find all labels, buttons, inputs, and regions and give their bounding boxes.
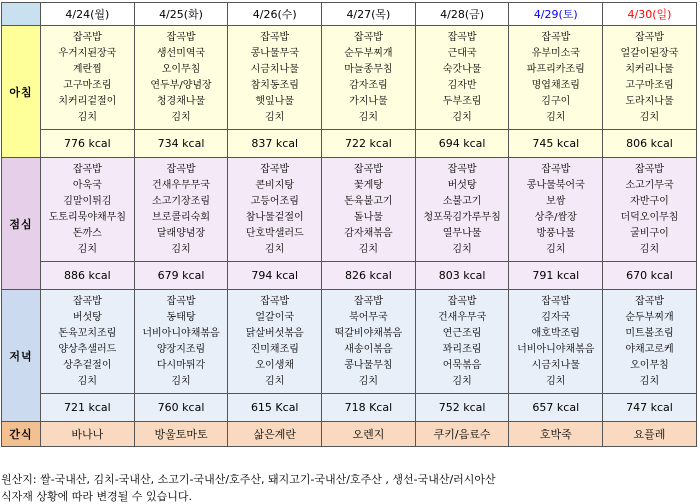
dinner-menu-cell bbox=[322, 290, 416, 394]
breakfast-kcal: 806 kcal bbox=[603, 130, 697, 158]
snack-cell: 호박죽 bbox=[509, 422, 603, 447]
lunch-kcal: 670 kcal bbox=[603, 262, 697, 290]
snack-label: 간식 bbox=[2, 422, 41, 447]
lunch-kcal: 794 kcal bbox=[228, 262, 322, 290]
dish-item: 계란찜 bbox=[72, 63, 102, 75]
dinner-menu-cell bbox=[41, 290, 135, 394]
dish-item: 북어무국 bbox=[349, 311, 388, 323]
dinner-menu-cell bbox=[228, 290, 322, 394]
dish-item: 감자조림 bbox=[349, 79, 388, 91]
dish-item: 순두부찌개 bbox=[625, 311, 674, 323]
breakfast-menu-cell bbox=[509, 26, 603, 130]
dish-item: 김치 bbox=[171, 375, 191, 387]
dish-item: 콘비지탕 bbox=[255, 179, 295, 191]
dish-item: 김구이 bbox=[541, 95, 571, 107]
breakfast-menu-cell bbox=[134, 26, 228, 130]
dish-item: 잡곡밥 bbox=[353, 295, 383, 307]
dish-item: 김치 bbox=[639, 375, 660, 387]
dish-item: 잡곡밥 bbox=[447, 295, 477, 307]
dish-item: 시금치나물 bbox=[531, 359, 580, 371]
dish-item: 잡곡밥 bbox=[634, 31, 664, 43]
day-header: 4/25(화) bbox=[134, 3, 228, 26]
dish-item: 보쌈 bbox=[546, 195, 566, 207]
dish-item: 오이생채 bbox=[255, 359, 295, 371]
dish-item: 버섯탕 bbox=[72, 311, 102, 323]
dish-item: 잡곡밥 bbox=[634, 295, 664, 307]
dinner-label: 저녁 bbox=[2, 290, 41, 422]
dish-item: 고등어조림 bbox=[250, 195, 299, 207]
lunch-kcal: 886 kcal bbox=[41, 262, 135, 290]
dish-item: 연근조림 bbox=[442, 327, 482, 339]
snack-cell: 요플레 bbox=[603, 422, 697, 447]
snack-cell: 방울토마토 bbox=[134, 422, 228, 447]
dish-item: 잡곡밥 bbox=[541, 295, 571, 307]
dinner-kcal: 721 kcal bbox=[41, 394, 135, 422]
day-header: 4/28(금) bbox=[415, 3, 509, 26]
dish-item: 돈까스 bbox=[72, 227, 102, 239]
day-header: 4/24(월) bbox=[41, 3, 135, 26]
dish-item: 다시마튀각 bbox=[156, 359, 206, 371]
dish-item: 파프리카조림 bbox=[526, 63, 585, 75]
weekly-menu-table bbox=[1, 2, 697, 447]
dish-item: 김말이튀김 bbox=[63, 195, 112, 207]
dish-item: 돌나물 bbox=[353, 211, 383, 223]
day-header: 4/26(수) bbox=[228, 3, 322, 26]
dish-item: 김치 bbox=[265, 243, 285, 255]
lunch-kcal: 826 kcal bbox=[322, 262, 416, 290]
dish-item: 콩나물무국 bbox=[250, 47, 299, 59]
dinner-menu-cell bbox=[509, 290, 603, 394]
dish-item: 유부미소국 bbox=[531, 47, 580, 59]
dish-item: 김치 bbox=[171, 111, 191, 123]
lunch-menu-cell bbox=[322, 158, 416, 262]
dish-item: 잡곡밥 bbox=[541, 163, 571, 175]
dish-item: 김치 bbox=[546, 375, 566, 387]
dish-item: 도라지나물 bbox=[625, 95, 674, 107]
dish-item: 김치 bbox=[358, 243, 379, 255]
dish-item: 꽃게탕 bbox=[353, 179, 383, 191]
dish-item: 자반구이 bbox=[630, 195, 669, 207]
dish-item: 김치 bbox=[77, 375, 97, 387]
dish-item: 치커리겉절이 bbox=[58, 95, 117, 107]
dish-item: 잡곡밥 bbox=[260, 295, 290, 307]
lunch-menu-cell bbox=[509, 158, 603, 262]
dish-item: 너비아니야채볶음 bbox=[142, 327, 220, 339]
lunch-menu-cell bbox=[415, 158, 509, 262]
dish-item: 방풍나물 bbox=[536, 227, 576, 239]
dish-item: 숙갓나물 bbox=[442, 63, 482, 75]
dish-item: 김치 bbox=[265, 111, 285, 123]
dish-item: 가지나물 bbox=[349, 95, 388, 107]
dinner-menu-row bbox=[2, 290, 697, 394]
dish-item: 상추/쌈장 bbox=[534, 211, 577, 223]
lunch-menu-row bbox=[2, 158, 697, 262]
dish-item: 잡곡밥 bbox=[260, 163, 290, 175]
change-notice: 식자재 상황에 따라 변경될 수 있습니다. bbox=[1, 490, 192, 503]
lunch-menu-cell bbox=[41, 158, 135, 262]
dish-item: 김자국 bbox=[541, 311, 571, 323]
breakfast-label: 아침 bbox=[2, 26, 41, 158]
snack-cell: 쿠키/음료수 bbox=[415, 422, 509, 447]
dish-item: 어묵볶음 bbox=[442, 359, 482, 371]
snack-row bbox=[2, 422, 697, 447]
lunch-kcal-row bbox=[2, 262, 697, 290]
day-header-sunday: 4/30(일) bbox=[603, 3, 697, 26]
dish-item: 참치동조림 bbox=[250, 79, 299, 91]
dinner-menu-cell bbox=[415, 290, 509, 394]
dinner-kcal: 657 kcal bbox=[509, 394, 603, 422]
dish-item: 우거지된장국 bbox=[58, 47, 117, 59]
dish-item: 청경채나물 bbox=[156, 95, 206, 107]
snack-cell: 오렌지 bbox=[322, 422, 416, 447]
dish-item: 진미채조림 bbox=[250, 343, 299, 355]
dish-item: 돈육꼬치조림 bbox=[58, 327, 117, 339]
breakfast-menu-row bbox=[2, 26, 697, 130]
dish-item: 건새우무국 bbox=[437, 311, 487, 323]
dish-item: 잡곡밥 bbox=[447, 163, 477, 175]
dinner-menu-cell bbox=[134, 290, 228, 394]
dish-item: 아욱국 bbox=[72, 179, 102, 191]
breakfast-kcal: 776 kcal bbox=[41, 130, 135, 158]
dish-item: 양상추샐러드 bbox=[58, 343, 117, 355]
dish-item: 김치 bbox=[639, 243, 660, 255]
dish-item: 단호박샐러드 bbox=[245, 227, 304, 239]
lunch-menu-cell bbox=[134, 158, 228, 262]
breakfast-menu-cell bbox=[415, 26, 509, 130]
lunch-kcal: 679 kcal bbox=[134, 262, 228, 290]
dish-item: 근대국 bbox=[447, 47, 477, 59]
dinner-kcal-row bbox=[2, 394, 697, 422]
day-header: 4/27(목) bbox=[322, 3, 416, 26]
dish-item: 김치 bbox=[546, 243, 566, 255]
dish-item: 김치 bbox=[171, 243, 191, 255]
dinner-kcal: 760 kcal bbox=[134, 394, 228, 422]
dish-item: 잡곡밥 bbox=[447, 31, 477, 43]
dish-item: 소고기장조림 bbox=[152, 195, 211, 207]
dish-item: 콩나물무침 bbox=[344, 359, 393, 371]
dish-item: 김치 bbox=[452, 243, 472, 255]
lunch-menu-cell bbox=[603, 158, 697, 262]
dish-item: 더덕오이무침 bbox=[620, 211, 679, 223]
dish-item: 굴비구이 bbox=[630, 227, 669, 239]
dinner-kcal: 615 Kcal bbox=[228, 394, 322, 422]
dish-item: 김치 bbox=[452, 111, 472, 123]
breakfast-menu-cell bbox=[322, 26, 416, 130]
dish-item: 오이무침 bbox=[161, 63, 201, 75]
dish-item: 시금치나물 bbox=[250, 63, 299, 75]
dish-item: 야채고로케 bbox=[625, 343, 674, 355]
dish-item: 감자채볶음 bbox=[344, 227, 393, 239]
dish-item: 김치 bbox=[358, 375, 379, 387]
dish-item: 잡곡밥 bbox=[166, 31, 196, 43]
dish-item: 잡곡밥 bbox=[353, 31, 383, 43]
dish-item: 잡곡밥 bbox=[260, 31, 290, 43]
dish-item: 오이무침 bbox=[630, 359, 669, 371]
dish-item: 명엽채조림 bbox=[531, 79, 580, 91]
dish-item: 미트볼조림 bbox=[625, 327, 674, 339]
breakfast-menu-cell bbox=[41, 26, 135, 130]
breakfast-menu-cell bbox=[603, 26, 697, 130]
dish-item: 햇잎나물 bbox=[255, 95, 295, 107]
breakfast-kcal-row bbox=[2, 130, 697, 158]
dish-item: 너비아니야채볶음 bbox=[517, 343, 595, 355]
dinner-kcal: 752 kcal bbox=[415, 394, 509, 422]
dish-item: 잡곡밥 bbox=[166, 163, 196, 175]
dish-item: 김자반 bbox=[447, 79, 477, 91]
dish-item: 고구마조림 bbox=[63, 79, 112, 91]
day-header-saturday: 4/29(토) bbox=[509, 3, 603, 26]
breakfast-menu-cell bbox=[228, 26, 322, 130]
dish-item: 생선미역국 bbox=[156, 47, 206, 59]
dish-item: 잡곡밥 bbox=[634, 163, 664, 175]
dish-item: 애호박조림 bbox=[531, 327, 580, 339]
dish-item: 치커리나물 bbox=[625, 63, 674, 75]
header-corner bbox=[2, 3, 41, 26]
dish-item: 청포묵김가루무침 bbox=[423, 211, 501, 223]
dish-item: 도토리묵야채무침 bbox=[48, 211, 126, 223]
dish-item: 콩나물북어국 bbox=[526, 179, 585, 191]
dish-item: 잡곡밥 bbox=[166, 295, 196, 307]
dish-item: 양장지조림 bbox=[156, 343, 206, 355]
dish-item: 김치 bbox=[358, 111, 379, 123]
dish-item: 잡곡밥 bbox=[72, 163, 102, 175]
breakfast-kcal: 694 kcal bbox=[415, 130, 509, 158]
dish-item: 닭살버섯볶음 bbox=[245, 327, 304, 339]
dish-item: 돈육불고기 bbox=[344, 195, 393, 207]
dish-item: 얼갈이된장국 bbox=[620, 47, 679, 59]
dish-item: 동태탕 bbox=[166, 311, 196, 323]
dish-item: 상추겉절이 bbox=[63, 359, 112, 371]
lunch-kcal: 803 kcal bbox=[415, 262, 509, 290]
dish-item: 얼갈이국 bbox=[255, 311, 295, 323]
dish-item: 열무나물 bbox=[442, 227, 482, 239]
dish-item: 잡곡밥 bbox=[72, 295, 102, 307]
breakfast-kcal: 745 kcal bbox=[509, 130, 603, 158]
dish-item: 새송이볶음 bbox=[344, 343, 393, 355]
dish-item: 잡곡밥 bbox=[353, 163, 383, 175]
dinner-kcal: 747 kcal bbox=[603, 394, 697, 422]
dinner-kcal: 718 Kcal bbox=[322, 394, 416, 422]
dish-item: 잡곡밥 bbox=[541, 31, 571, 43]
lunch-kcal: 791 kcal bbox=[509, 262, 603, 290]
dish-item: 김치 bbox=[77, 111, 97, 123]
dish-item: 고구마조림 bbox=[625, 79, 674, 91]
lunch-menu-cell bbox=[228, 158, 322, 262]
dish-item: 잡곡밥 bbox=[72, 31, 102, 43]
snack-cell: 바나나 bbox=[41, 422, 135, 447]
dish-item: 버섯탕 bbox=[447, 179, 477, 191]
dish-item: 김치 bbox=[639, 111, 660, 123]
lunch-label: 점심 bbox=[2, 158, 41, 290]
dish-item: 김치 bbox=[452, 375, 472, 387]
breakfast-kcal: 837 kcal bbox=[228, 130, 322, 158]
dish-item: 소불고기 bbox=[442, 195, 482, 207]
dish-item: 달래양념장 bbox=[156, 227, 206, 239]
dish-item: 건새우무무국 bbox=[152, 179, 211, 191]
dish-item: 소고기무국 bbox=[625, 179, 674, 191]
dish-item: 꽈리조림 bbox=[442, 343, 482, 355]
dish-item: 연두부/양념장 bbox=[150, 79, 212, 91]
snack-cell: 삶은계란 bbox=[228, 422, 322, 447]
breakfast-kcal: 722 kcal bbox=[322, 130, 416, 158]
dish-item: 두부조림 bbox=[442, 95, 482, 107]
origin-notice: 원산지: 쌀-국내산, 김치-국내산, 소고기-국내산/호주산, 돼지고기-국내산/호주산 , 생선-국내산/러시아산 bbox=[1, 473, 496, 486]
dish-item: 순두부찌개 bbox=[344, 47, 393, 59]
dinner-menu-cell bbox=[603, 290, 697, 394]
breakfast-kcal: 734 kcal bbox=[134, 130, 228, 158]
dish-item: 김치 bbox=[77, 243, 97, 255]
date-header-row bbox=[2, 3, 697, 26]
dish-item: 마늘종무침 bbox=[344, 63, 393, 75]
dish-item: 참나물겉절이 bbox=[245, 211, 304, 223]
dish-item: 떡갈비야채볶음 bbox=[334, 327, 403, 339]
dish-item: 김치 bbox=[265, 375, 285, 387]
dish-item: 김치 bbox=[546, 111, 566, 123]
dish-item: 브로콜리숙회 bbox=[152, 211, 211, 223]
